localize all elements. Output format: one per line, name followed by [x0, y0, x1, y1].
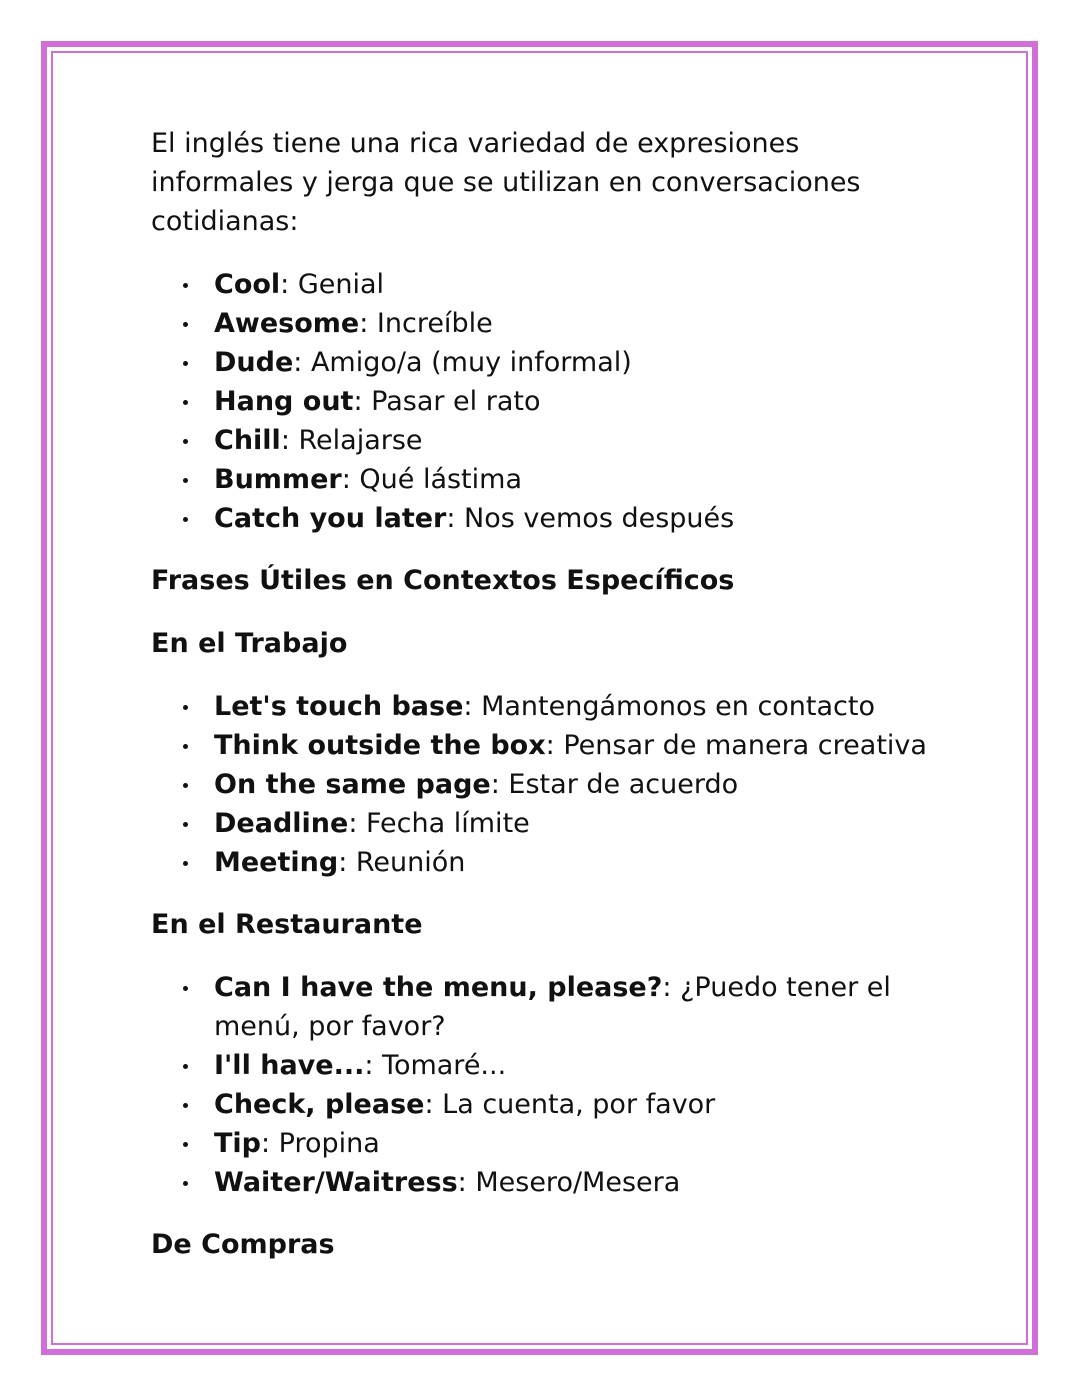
slang-list — [151, 265, 941, 538]
term: Let's touch base — [214, 691, 464, 722]
bullet-icon — [183, 986, 188, 991]
term: Hang out — [214, 386, 354, 417]
meaning: : Qué lástima — [341, 464, 522, 495]
list-item — [151, 1046, 941, 1085]
term: Catch you later — [214, 503, 447, 534]
meaning: : Tomaré... — [364, 1050, 507, 1081]
meaning: : Fecha límite — [348, 808, 530, 839]
list-item — [151, 804, 941, 843]
list-item — [151, 843, 941, 882]
shopping-heading: De Compras — [151, 1229, 335, 1260]
restaurant-list — [151, 968, 941, 1202]
term: Awesome — [214, 308, 360, 339]
list-item — [151, 726, 941, 765]
term: Check, please — [214, 1089, 425, 1120]
term: I'll have... — [214, 1050, 365, 1081]
meaning: : Genial — [280, 269, 385, 300]
meaning: : Reunión — [338, 847, 466, 878]
bullet-icon — [183, 283, 188, 288]
meaning: : Amigo/a (muy informal) — [293, 347, 632, 378]
bullet-icon — [183, 478, 188, 483]
bullet-icon — [183, 439, 188, 444]
list-item — [151, 343, 941, 382]
list-item — [151, 265, 941, 304]
list-item — [151, 304, 941, 343]
term: Meeting — [214, 847, 339, 878]
meaning: : Mantengámonos en contacto — [463, 691, 875, 722]
term: Deadline — [214, 808, 349, 839]
list-item — [151, 421, 941, 460]
term: Think outside the box — [214, 730, 546, 761]
bullet-icon — [183, 400, 188, 405]
bullet-icon — [183, 1103, 188, 1108]
term: Dude — [214, 347, 294, 378]
list-item — [151, 1085, 941, 1124]
list-item — [151, 687, 941, 726]
meaning: : La cuenta, por favor — [424, 1089, 716, 1120]
list-item — [151, 499, 941, 538]
meaning: : Increíble — [359, 308, 493, 339]
term: Tip — [214, 1128, 261, 1159]
section-title: Frases Útiles en Contextos Específicos — [151, 565, 735, 596]
term: Bummer — [214, 464, 342, 495]
work-heading: En el Trabajo — [151, 628, 348, 659]
bullet-icon — [183, 1142, 188, 1147]
bullet-icon — [183, 361, 188, 366]
list-item — [151, 460, 941, 499]
bullet-icon — [183, 517, 188, 522]
intro-paragraph: El inglés tiene una rica variedad de expresiones informales y jerga que se utilizan en conversaciones cotidianas: — [151, 128, 861, 237]
bullet-icon — [183, 705, 188, 710]
meaning: : Nos vemos después — [446, 503, 735, 534]
meaning: : ¿Puedo tener el menú, por favor? — [214, 972, 891, 1042]
term: Can I have the menu, please? — [214, 972, 663, 1003]
work-list — [151, 687, 941, 882]
bullet-icon — [183, 1181, 188, 1186]
meaning: : Pensar de manera creativa — [545, 730, 927, 761]
bullet-icon — [183, 822, 188, 827]
meaning: : Mesero/Mesera — [457, 1167, 681, 1198]
meaning: : Pasar el rato — [353, 386, 541, 417]
bullet-icon — [183, 744, 188, 749]
list-item — [151, 968, 941, 1046]
meaning: : Propina — [261, 1128, 380, 1159]
term: On the same page — [214, 769, 491, 800]
list-item — [151, 1124, 941, 1163]
term: Chill — [214, 425, 281, 456]
list-item — [151, 382, 941, 421]
bullet-icon — [183, 1064, 188, 1069]
meaning: : Estar de acuerdo — [490, 769, 739, 800]
list-item — [151, 1163, 941, 1202]
term: Cool — [214, 269, 281, 300]
bullet-icon — [183, 322, 188, 327]
bullet-icon — [183, 861, 188, 866]
term: Waiter/Waitress — [214, 1167, 458, 1198]
list-item — [151, 765, 941, 804]
document-body — [151, 124, 941, 1288]
meaning: : Relajarse — [280, 425, 423, 456]
restaurant-heading: En el Restaurante — [151, 909, 423, 940]
bullet-icon — [183, 783, 188, 788]
